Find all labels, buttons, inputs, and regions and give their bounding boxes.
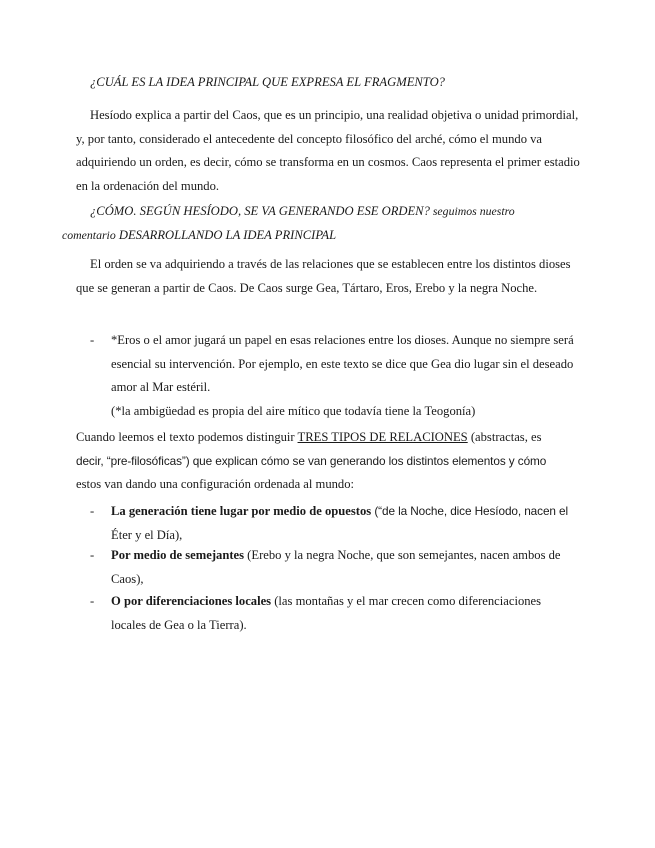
list-item-similar — [90, 544, 581, 592]
answer-main-idea-text: Hesíodo explica a partir del Caos, que es un principio, una realidad objetiva o unidad primordial, y, por tanto, considerado el antecedente del concepto filosófico del arché, cómo el mundo va adquiriendo un orden, es decir, cómo se transforma en un cosmos. Caos representa el primer estadio en la ordenación del mundo. — [76, 108, 580, 193]
list-item-opposites — [90, 500, 581, 548]
eros-note-text: *Eros o el amor jugará un papel en esas relaciones entre los dioses. Aunque no siempre será esencial su intervención. Por ejemplo, en este texto se dice que Gea dio lugar sin el deseado amor al Mar estéril. (*la ambigüedad es propia del aire mítico que todavía tiene la Teogonía) — [111, 333, 574, 418]
relations-intro-b: (abstractas, es — [467, 430, 542, 444]
local-example-cont: locales de Gea o la Tierra). — [111, 617, 247, 632]
question-order — [62, 200, 581, 247]
eros-footnote: (*la ambigüedad es propia del aire mítico que todavía tiene la Teogonía) — [111, 403, 476, 418]
local-example: (las montañas y el mar crecen como diferenciaciones — [271, 594, 542, 608]
similar-title: Por medio de semejantes — [111, 548, 245, 562]
list-item-local — [90, 590, 581, 638]
question-main-idea-text: ¿CUÁL ES LA IDEA PRINCIPAL QUE EXPRESA EL FRAGMENTO? — [90, 75, 445, 89]
relations-intro-line3: estos van dando una configuración ordenada al mundo: — [76, 477, 355, 491]
answer-order-text: El orden se va adquiriendo a través de las relaciones que se establecen entre los distintos dioses que se generan a partir de Caos. De Caos surge Gea, Tártaro, Eros, Erebo y la negra Noche. — [76, 257, 571, 295]
similar-example-cont: Caos), — [111, 571, 144, 586]
relations-intro-a: Cuando leemos el texto podemos distinguir — [76, 430, 298, 444]
similar-example: (Erebo y la negra Noche, que son semejantes, nacen ambos de — [244, 548, 561, 562]
list-dash: - — [90, 548, 95, 562]
local-title: O por diferenciaciones locales — [111, 594, 272, 608]
relations-intro-line2: decir, “pre-filosóficas”) que explican cómo se van generando los distintos elementos y cómo — [76, 453, 547, 468]
local-text — [111, 590, 581, 637]
list-dash: - — [90, 504, 95, 518]
list-dash: - — [90, 333, 95, 347]
relations-types-heading: TRES TIPOS DE RELACIONES — [297, 430, 468, 444]
question-order-main: ¿CÓMO. SEGÚN HESÍODO, SE VA GENERANDO ESE ORDEN? — [90, 204, 430, 218]
opposites-example: (“de la Noche, dice Hesíodo, nacen el — [371, 504, 569, 518]
opposites-title: La generación tiene lugar por medio de opuestos — [111, 504, 372, 518]
list-dash: - — [90, 594, 95, 608]
opposites-example-cont: Éter y el Día), — [111, 527, 183, 542]
list-item-eros — [90, 329, 581, 424]
opposites-text — [111, 500, 581, 547]
answer-order — [76, 253, 581, 300]
similar-text — [111, 544, 581, 591]
question-order-note: seguimos nuestro — [429, 204, 515, 218]
relations-intro — [76, 426, 581, 497]
question-main-idea — [76, 71, 581, 95]
question-order-note-b: comentario — [62, 227, 116, 242]
question-order-tail: DESARROLLANDO LA IDEA PRINCIPAL — [115, 227, 337, 242]
answer-main-idea — [76, 104, 581, 198]
